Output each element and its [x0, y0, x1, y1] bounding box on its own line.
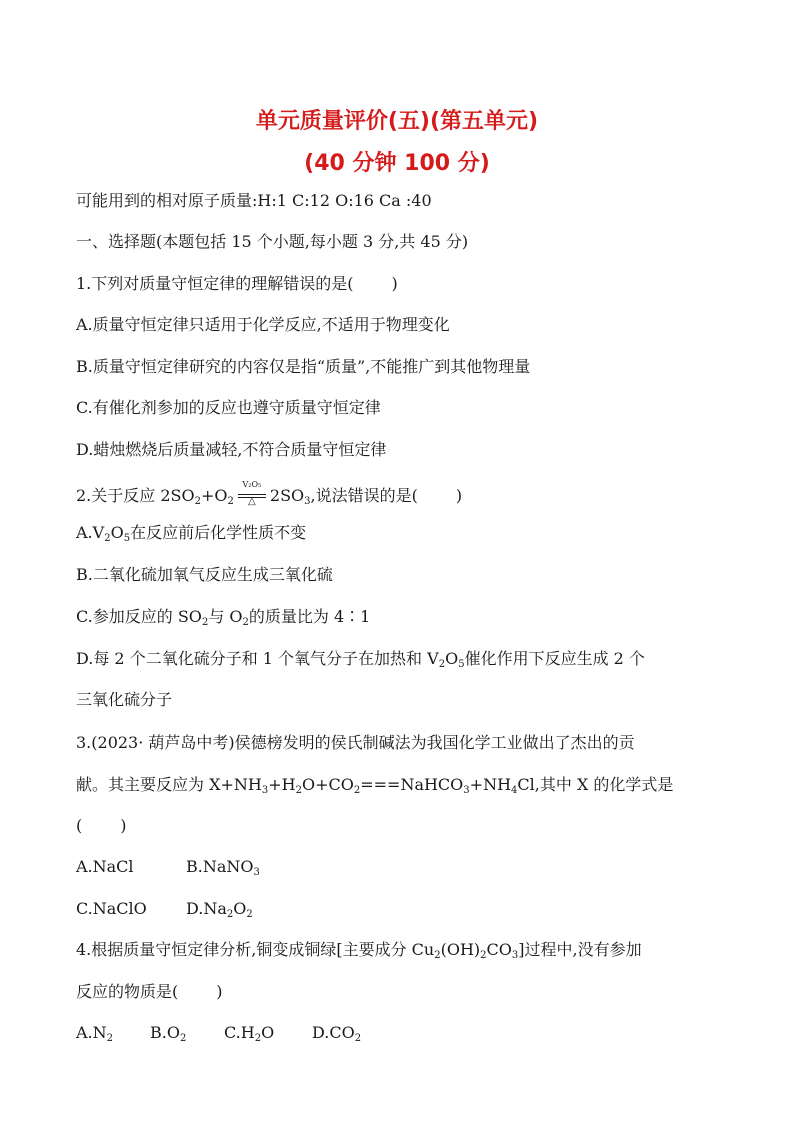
q3-text: Cl,其中 X 的化学式是 [517, 775, 674, 794]
q3-stem-line3 [76, 815, 724, 837]
q2-d-text: D.每 2 个二氧化硫分子和 1 个氧气分子在加热和 V [76, 649, 439, 668]
q3-text: O+CO [301, 775, 354, 794]
q4-stem-line1 [76, 939, 724, 961]
q2-text: 2SO [269, 486, 305, 505]
q4-text: 4.根据质量守恒定律分析,铜变成铜绿[主要成分 Cu [76, 940, 435, 959]
q2-d-text: 催化作用下反应生成 2 个 [464, 649, 645, 668]
subscript: 3 [253, 867, 260, 878]
q4-text: (OH) [440, 940, 481, 959]
q3-stem-line1: 3.(2023· 葫芦岛中考)侯德榜发明的侯氏制碱法为我国化学工业做出了杰出的贡 [76, 733, 635, 752]
q2-a-text: 在反应前后化学性质不变 [130, 523, 307, 542]
q1-option-d: D.蜡烛燃烧后质量减轻,不符合质量守恒定律 [76, 440, 387, 459]
q2-stem [76, 479, 724, 507]
q1-stem [76, 273, 724, 295]
q2-d-text: O [445, 649, 459, 668]
q4-c-text: O [261, 1023, 275, 1042]
q4-option-a [76, 1022, 150, 1044]
subscript: 2 [353, 785, 361, 796]
subscript: 2 [354, 1033, 362, 1044]
q1-stem-text: 1.下列对质量守恒定律的理解错误的是( [76, 274, 354, 293]
subscript: 2 [295, 785, 302, 796]
q4-text: 反应的物质是( [76, 982, 179, 1001]
q3-options-row1 [76, 856, 724, 878]
reaction-equals-sign [236, 479, 268, 507]
q2-a-text: O [110, 523, 124, 542]
subscript: 2 [227, 496, 234, 507]
q1-option-a: A.质量守恒定律只适用于化学反应,不适用于物理变化 [76, 315, 450, 334]
subscript: 4 [511, 785, 518, 796]
q4-text: CO [486, 940, 512, 959]
subscript: 2 [434, 950, 441, 961]
q1-stem-close: ) [391, 274, 398, 293]
q4-option-d [312, 1022, 361, 1044]
section-heading: 一、选择题(本题包括 15 个小题,每小题 3 分,共 45 分) [76, 232, 469, 251]
q4-b-text: B.O [150, 1023, 180, 1042]
catalyst-label: V₂O₅ [242, 479, 262, 489]
q3-option-d [186, 898, 253, 920]
subscript: 2 [254, 1033, 262, 1044]
subscript: 2 [242, 617, 249, 628]
q3-b-text: B.NaNO [186, 857, 254, 876]
q3-text: ) [120, 816, 127, 835]
q1-option-b: B.质量守恒定律研究的内容仅是指“质量”,不能推广到其他物理量 [76, 357, 531, 376]
q3-d-text: O [233, 899, 247, 918]
q4-a-text: A.N [76, 1023, 107, 1042]
equals-line [238, 494, 266, 495]
subscript: 2 [104, 533, 111, 544]
subscript: 3 [304, 496, 311, 507]
page-title: 单元质量评价(五)(第五单元) [255, 109, 539, 134]
page-subtitle: (40 分钟 100 分) [304, 151, 490, 176]
heat-symbol: △ [248, 495, 256, 507]
subscript: 2 [194, 496, 201, 507]
q4-text: ) [216, 982, 223, 1001]
q4-stem-line2 [76, 981, 724, 1003]
q2-option-d-continued: 三氧化硫分子 [76, 690, 173, 709]
q3-options-row2 [76, 898, 724, 920]
q2-text: ,说法错误的是( [310, 486, 418, 505]
q4-options [76, 1022, 724, 1044]
q2-option-b: B.二氧化硫加氧气反应生成三氧化硫 [76, 565, 333, 584]
q4-option-c [224, 1022, 312, 1044]
q2-c-text: 与 O [208, 607, 243, 626]
subscript: 5 [458, 659, 465, 670]
subscript: 2 [226, 909, 234, 920]
q2-a-text: A.V [76, 523, 105, 542]
q4-c-text: C.H [224, 1023, 255, 1042]
q3-text: ( [76, 816, 83, 835]
q3-option-c: C.NaClO [76, 899, 147, 918]
q3-option-a: A.NaCl [76, 857, 134, 876]
subscript: 5 [123, 533, 131, 544]
q2-option-d [76, 648, 724, 670]
subscript: 2 [201, 617, 209, 628]
q3-option-b [186, 856, 260, 878]
q3-text: +NH [469, 775, 512, 794]
q2-c-text: C.参加反应的 SO [76, 607, 202, 626]
q3-text: 献。其主要反应为 X+NH [76, 775, 262, 794]
q4-text: ]过程中,没有参加 [518, 940, 642, 959]
subscript: 2 [106, 1033, 114, 1044]
subscript: 3 [511, 950, 519, 961]
q3-d-text: D.Na [186, 899, 227, 918]
subscript: 2 [480, 950, 487, 961]
subscript: 2 [438, 659, 446, 670]
q2-text: +O [201, 486, 228, 505]
q3-stem-line2 [76, 774, 724, 796]
subscript: 3 [261, 785, 269, 796]
q3-text: +H [268, 775, 296, 794]
q2-option-a [76, 522, 724, 544]
q2-text: 2.关于反应 2SO [76, 486, 195, 505]
q2-text: ) [455, 486, 463, 505]
q4-d-text: D.CO [312, 1023, 355, 1042]
subscript: 3 [463, 785, 470, 796]
q1-option-c: C.有催化剂参加的反应也遵守质量守恒定律 [76, 398, 381, 417]
q4-option-b [150, 1022, 224, 1044]
q2-option-c [76, 606, 724, 628]
subscript: 2 [179, 1033, 187, 1044]
atomic-masses-note: 可能用到的相对原子质量:H:1 C:12 O:16 Ca :40 [76, 191, 432, 210]
q3-text: ===NaHCO [360, 775, 464, 794]
q2-c-text: 的质量比为 4∶1 [248, 607, 371, 626]
subscript: 2 [246, 909, 253, 920]
